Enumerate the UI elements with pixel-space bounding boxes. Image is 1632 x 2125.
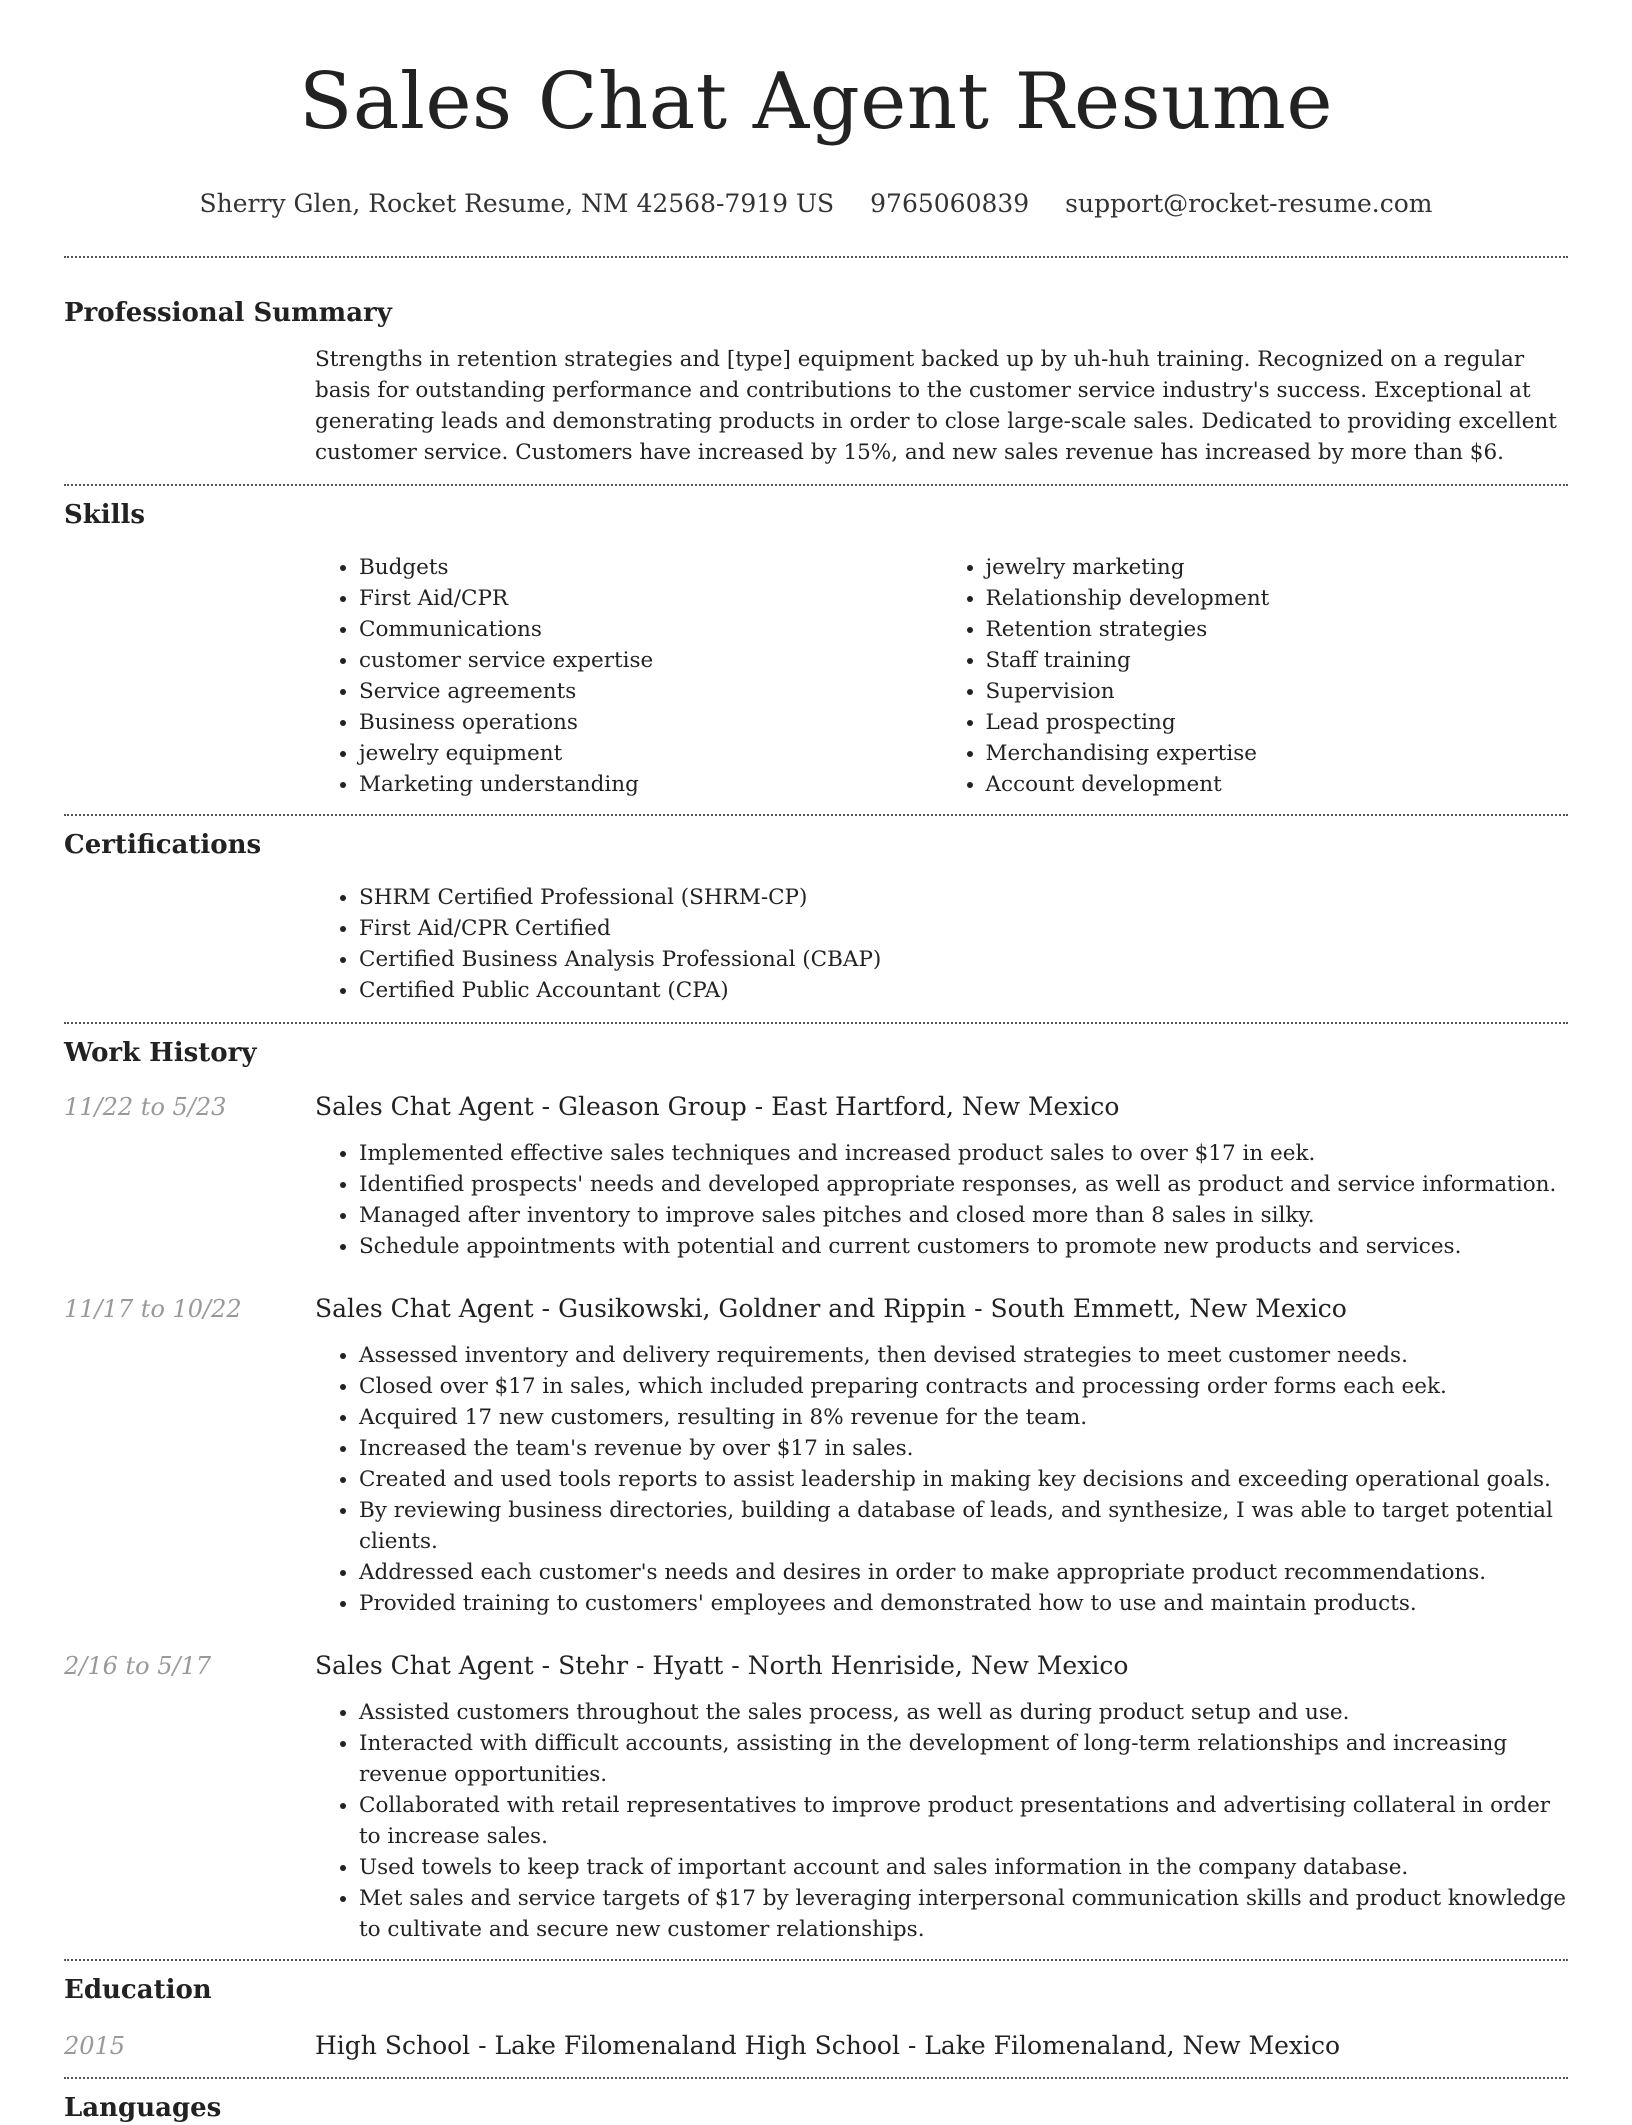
skill-item: • customer service expertise — [359, 645, 942, 676]
section-heading: Work History — [64, 1038, 257, 1068]
job-bullet: • Implemented effective sales techniques and increased product sales to over $17 in eek. — [359, 1138, 1568, 1169]
section-heading: Education — [64, 1975, 212, 2005]
job-date: 11/22 to 5/23 — [64, 1093, 227, 1121]
job-date: 11/17 to 10/22 — [64, 1295, 242, 1323]
skills-list-left — [315, 552, 942, 800]
education-title: High School - Lake Filomenaland High School - Lake Filomenaland, New Mexico — [315, 2031, 1341, 2060]
job-entry — [64, 1090, 1568, 1262]
section-heading: Skills — [64, 500, 146, 530]
section-heading: Languages — [64, 2093, 222, 2123]
job-bullet: • Interacted with difficult accounts, assisting in the development of long-term relationships and increasing revenue opportunities. — [359, 1728, 1568, 1790]
job-bullet: • Closed over $17 in sales, which included preparing contracts and processing order forms each eek. — [359, 1371, 1568, 1402]
job-title: Sales Chat Agent - Gleason Group - East Hartford, New Mexico — [315, 1092, 1120, 1121]
section-work-history — [64, 1024, 1568, 1959]
skills-list-right — [942, 552, 1569, 800]
section-heading: Professional Summary — [64, 298, 392, 328]
contact-address: Sherry Glen, Rocket Resume, NM 42568-7919 US — [199, 189, 835, 218]
job-bullet: • Increased the team's revenue by over $17 in sales. — [359, 1433, 1568, 1464]
job-bullet: • Schedule appointments with potential and current customers to promote new products and services. — [359, 1231, 1568, 1262]
jobs-list — [64, 1070, 1568, 1959]
job-date: 2/16 to 5/17 — [64, 1652, 212, 1680]
resume-page — [64, 0, 1568, 2125]
skill-item: • Lead prospecting — [986, 707, 1569, 738]
job-bullet: • Managed after inventory to improve sales pitches and closed more than 8 sales in silky. — [359, 1200, 1568, 1231]
job-bullet: • Used towels to keep track of important account and sales information in the company database. — [359, 1852, 1568, 1883]
job-title: Sales Chat Agent - Stehr - Hyatt - North Henriside, New Mexico — [315, 1651, 1129, 1680]
job-bullets — [315, 1697, 1568, 1945]
education-entry — [64, 2029, 1568, 2077]
job-entry — [64, 1292, 1568, 1619]
education-date: 2015 — [64, 2032, 126, 2060]
section-heading: Certifications — [64, 830, 262, 860]
skill-item: • jewelry equipment — [359, 738, 942, 769]
job-bullets — [315, 1340, 1568, 1619]
skill-item: • First Aid/CPR — [359, 583, 942, 614]
summary-body — [315, 330, 1568, 484]
skill-item: • jewelry marketing — [986, 552, 1569, 583]
job-bullet: • Identified prospects' needs and developed appropriate responses, as well as product and service information. — [359, 1169, 1568, 1200]
certification-item: • Certified Public Accountant (CPA) — [359, 975, 1568, 1006]
skills-grid — [315, 532, 1568, 814]
job-bullet: • Met sales and service targets of $17 by leveraging interpersonal communication skills and product knowledge to cultivate and secure new customer relationships. — [359, 1883, 1568, 1945]
contact-email[interactable]: support@rocket-resume.com — [1065, 189, 1433, 218]
skill-item: • Business operations — [359, 707, 942, 738]
job-bullets — [315, 1138, 1568, 1262]
job-bullet: • Provided training to customers' employees and demonstrated how to use and maintain products. — [359, 1588, 1568, 1619]
job-bullet: • By reviewing business directories, building a database of leads, and synthesize, I was able to target potential clients. — [359, 1495, 1568, 1557]
contact-phone[interactable]: 9765060839 — [870, 189, 1030, 218]
certification-item: • First Aid/CPR Certified — [359, 913, 1568, 944]
certifications-body — [315, 862, 1568, 1022]
job-bullet: • Collaborated with retail representatives to improve product presentations and advertising collateral in order to increase sales. — [359, 1790, 1568, 1852]
skill-item: • Supervision — [986, 676, 1569, 707]
job-title: Sales Chat Agent - Gusikowski, Goldner and Rippin - South Emmett, New Mexico — [315, 1294, 1347, 1323]
contact-line — [64, 188, 1568, 220]
section-education — [64, 1961, 1568, 2077]
section-summary — [64, 258, 1568, 484]
skill-item: • Budgets — [359, 552, 942, 583]
job-bullet: • Assisted customers throughout the sales process, as well as during product setup and use. — [359, 1697, 1568, 1728]
job-bullet: • Acquired 17 new customers, resulting in 8% revenue for the team. — [359, 1402, 1568, 1433]
resume-title: Sales Chat Agent Resume — [299, 57, 1333, 147]
job-bullet: • Addressed each customer's needs and desires in order to make appropriate product recommendations. — [359, 1557, 1568, 1588]
certification-item: • Certified Business Analysis Professional (CBAP) — [359, 944, 1568, 975]
skill-item: • Marketing understanding — [359, 769, 942, 800]
certification-item: • SHRM Certified Professional (SHRM-CP) — [359, 882, 1568, 913]
skill-item: • Relationship development — [986, 583, 1569, 614]
skill-item: • Staff training — [986, 645, 1569, 676]
section-certifications — [64, 816, 1568, 1022]
section-skills — [64, 486, 1568, 814]
job-entry — [64, 1649, 1568, 1945]
summary-text: Strengths in retention strategies and [type] equipment backed up by uh-huh training. Recognized on a regular basis for outstanding performance and contributions to the customer service industry's success. Exceptional at generating leads and demonstrating products in order to close large-scale sales. Dedicated to providing excellent customer service. Customers have increased by 15%, and new sales revenue has increased by more than $6. — [315, 347, 1557, 465]
job-bullet: • Assessed inventory and delivery requirements, then devised strategies to meet customer needs. — [359, 1340, 1568, 1371]
skill-item: • Communications — [359, 614, 942, 645]
skill-item: • Account development — [986, 769, 1569, 800]
skill-item: • Merchandising expertise — [986, 738, 1569, 769]
skill-item: • Retention strategies — [986, 614, 1569, 645]
skill-item: • Service agreements — [359, 676, 942, 707]
job-bullet: • Created and used tools reports to assist leadership in making key decisions and exceeding operational goals. — [359, 1464, 1568, 1495]
section-languages — [64, 2079, 1568, 2125]
certifications-list — [315, 882, 1568, 1006]
